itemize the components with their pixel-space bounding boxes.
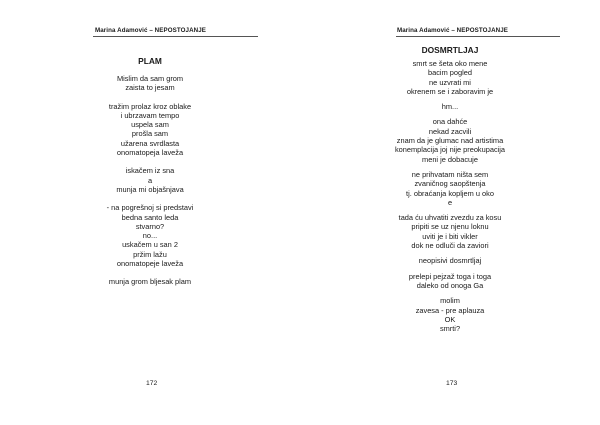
poem-line: ona dahće	[432, 117, 468, 127]
poem-line: pripiti se uz njenu loknu	[411, 222, 489, 232]
poem-line: užarena svrdlasta	[120, 138, 180, 148]
poem-line: prelepi pejzaž toga i toga	[408, 271, 492, 281]
poem-line: e	[447, 197, 453, 207]
poem-title: DOSMRTLJAJ	[421, 45, 479, 55]
page-number: 173	[446, 380, 458, 387]
stanza	[385, 102, 515, 111]
stanza	[385, 117, 515, 163]
poem-title: PLAM	[138, 56, 162, 66]
poem-line: onomatopeje laveža	[116, 259, 184, 269]
poem-line: ne prihvatam ništa sem	[411, 169, 489, 179]
poem-line: molim	[440, 296, 460, 306]
poem-line: onomatopeja laveža	[116, 148, 184, 158]
poem-line: stvarno?	[135, 221, 165, 231]
poem-line: iskačem iz sna	[125, 166, 175, 176]
stanza	[385, 296, 515, 333]
poem-line: neopisivi dosmrtljaj	[418, 256, 482, 266]
poem-line: bedna santo leda	[121, 212, 179, 222]
page-number: 172	[146, 380, 158, 387]
poem-line: prošla sam	[131, 129, 169, 139]
stanza	[85, 74, 215, 93]
stanza	[85, 166, 215, 194]
poem-line: uviti je i biti vikler	[422, 231, 478, 241]
poem-line: pržim lažu	[133, 249, 167, 259]
poem-line: znam da je glumac nad artistima	[396, 136, 504, 146]
poem-line: dok ne odluči da zaviori	[411, 241, 489, 251]
poem-line: no...	[142, 231, 158, 241]
poem-line: munja mi objašnjava	[116, 184, 184, 194]
stanza	[385, 213, 515, 250]
poem-line: uspela sam	[131, 120, 169, 130]
poem-line: tada ću uhvatiti zvezdu za kosu	[398, 213, 502, 223]
poem-line: zvaničnog saopštenja	[414, 179, 486, 189]
poem-line: tj. obraćanja kopljem u oko	[406, 188, 494, 198]
poem	[385, 45, 515, 339]
poem-line: hm...	[441, 102, 459, 112]
stanza	[385, 272, 515, 291]
stanza	[85, 102, 215, 158]
right-page	[300, 0, 600, 425]
poem-line: - na pogrešnoj si predstavi	[106, 203, 194, 213]
poem-line: smrti?	[439, 324, 461, 334]
poem-line: i ubrzavam tempo	[120, 110, 180, 120]
poem-line: okrenem se i zaboravim je	[406, 86, 494, 96]
stanza	[85, 277, 215, 286]
poem-line: zavesa - pre aplauza	[415, 305, 485, 315]
running-header: Marina Adamović – NEPOSTOJANJE	[397, 27, 508, 34]
running-header: Marina Adamović – NEPOSTOJANJE	[95, 27, 206, 34]
stanza	[85, 203, 215, 268]
header-rule	[396, 36, 560, 37]
poem-line: nekad zacvili	[428, 126, 472, 136]
poem-line: bacim pogled	[428, 68, 472, 78]
poem-line: konemplacija joj nije preokupacija	[394, 145, 506, 155]
poem-line: meni je dobacuje	[422, 154, 478, 164]
stanza	[385, 256, 515, 265]
poem-line: a	[147, 175, 153, 185]
poem-line: Mislim da sam grom	[116, 74, 184, 83]
stanza	[385, 59, 515, 96]
poem-line: ne uzvrati mi	[429, 77, 471, 87]
poem-line: zaista to jesam	[125, 83, 175, 93]
poem-line: smrt se šeta oko mene	[412, 59, 488, 68]
header-rule	[93, 36, 258, 37]
poem-line: daleko od onoga Ga	[416, 280, 484, 290]
poem-line: tražim prolaz kroz oblake	[108, 101, 192, 111]
poem-line: OK	[444, 314, 456, 324]
poem	[85, 56, 215, 296]
poem-line: munja grom bljesak plam	[108, 277, 192, 287]
stanza	[385, 170, 515, 207]
poem-line: uskačem u san 2	[122, 240, 178, 250]
